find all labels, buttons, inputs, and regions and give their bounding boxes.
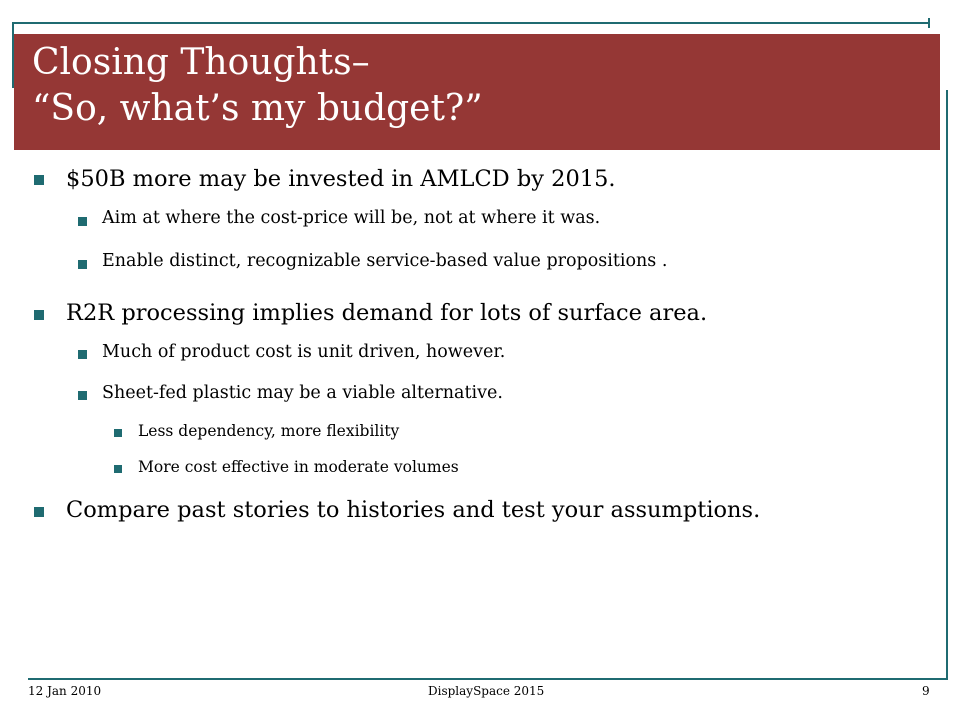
bullet-text-level1: $50B more may be invested in AMLCD by 2015.	[66, 166, 616, 192]
bullet-marker	[78, 350, 87, 359]
frame-bottom-line	[28, 678, 948, 680]
bullet-text-level1: R2R processing implies demand for lots of surface area.	[66, 300, 708, 326]
bullet-text-level3: More cost effective in moderate volumes	[138, 458, 459, 476]
footer-center-text: DisplaySpace 2015	[428, 684, 545, 698]
bullet-text-level1: Compare past stories to histories and test your assumptions.	[66, 497, 761, 523]
bullet-text-level3: Less dependency, more flexibility	[138, 422, 400, 440]
bullet-text-level2: Aim at where the cost-price will be, not at where it was.	[102, 208, 601, 228]
slide-title-line-1: Closing Thoughts–	[32, 42, 370, 83]
bullet-marker	[78, 260, 87, 269]
frame-bottom-right-tick	[946, 658, 948, 680]
footer-page-number: 9	[922, 684, 930, 698]
bullet-marker	[34, 310, 44, 320]
bullet-marker	[114, 465, 122, 473]
bullet-text-level2: Much of product cost is unit driven, however.	[102, 342, 506, 362]
bullet-text-level2: Enable distinct, recognizable service-based value propositions .	[102, 251, 668, 271]
bullet-marker	[78, 391, 87, 400]
bullet-marker	[34, 507, 44, 517]
bullet-text-level2: Sheet-fed plastic may be a viable alternative.	[102, 383, 503, 403]
bullet-marker	[78, 217, 87, 226]
footer-date: 12 Jan 2010	[28, 684, 102, 698]
slide-title-line-2: “So, what’s my budget?”	[32, 88, 483, 129]
bullet-marker	[34, 175, 44, 185]
bullet-marker	[114, 429, 122, 437]
